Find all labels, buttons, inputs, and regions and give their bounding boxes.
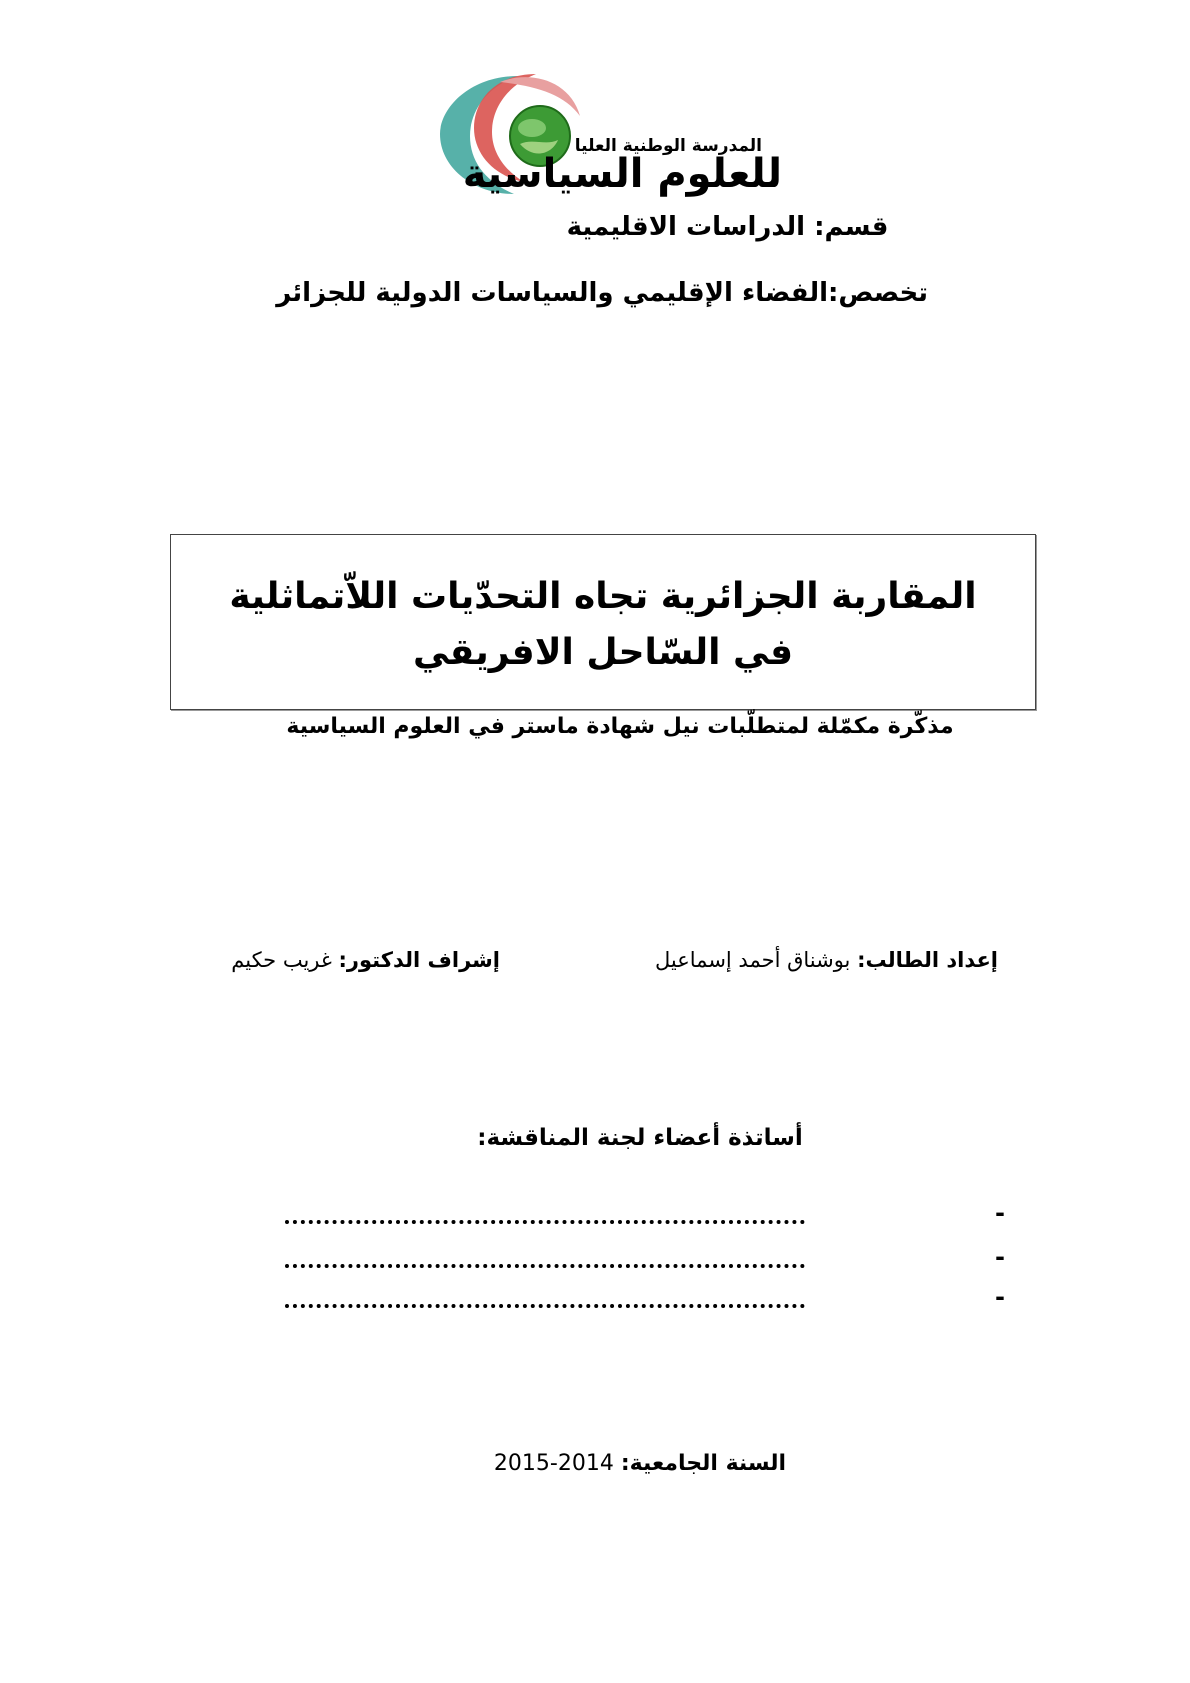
student-name: بوشناق أحمد إسماعيل xyxy=(655,948,858,972)
academic-year-value: 2014-2015 xyxy=(493,1451,621,1476)
member-dash: - xyxy=(995,1243,1005,1271)
supervisor-credit xyxy=(231,948,500,972)
member-dotted-line xyxy=(285,1264,805,1268)
member-dash: - xyxy=(995,1199,1005,1227)
supervisor-name: غريب حكيم xyxy=(231,948,339,972)
member-dash: - xyxy=(995,1283,1005,1311)
logo-school-name: المدرسة الوطنية العليا xyxy=(574,136,762,156)
specialty-line: تخصص:الفضاء الإقليمي والسياسات الدولية للجزائر xyxy=(276,278,928,308)
member-dotted-line xyxy=(285,1220,805,1224)
committee-member-line xyxy=(270,1243,1005,1275)
department-text: قسم: الدراسات الاقليمية xyxy=(566,212,889,242)
committee-heading xyxy=(0,1125,1190,1151)
academic-year-label: السنة الجامعية: xyxy=(620,1451,787,1476)
member-dotted-line xyxy=(285,1304,805,1308)
committee-member-line xyxy=(270,1283,1005,1315)
committee-member-line xyxy=(270,1199,1005,1231)
committee-title: أساتذة أعضاء لجنة المناقشة: xyxy=(477,1125,803,1151)
memo-line xyxy=(0,714,1190,739)
thesis-title: المقاربة الجزائرية تجاه التحدّيات اللاّتماثلية في السّاحل الافريقي xyxy=(229,576,977,673)
school-logo xyxy=(440,72,810,202)
student-credit xyxy=(655,948,998,972)
supervisor-label: إشراف الدكتور: xyxy=(338,948,500,972)
department-line xyxy=(0,212,1190,242)
logo-school-subtitle: للعلوم السياسية xyxy=(462,151,782,197)
thesis-title-box xyxy=(170,534,1036,710)
student-label: إعداد الطالب: xyxy=(857,948,998,972)
academic-year-line xyxy=(0,1451,1190,1476)
memo-text: مذكّرة مكمّلة لمتطلّبات نيل شهادة ماستر في العلوم السياسية xyxy=(286,714,954,739)
